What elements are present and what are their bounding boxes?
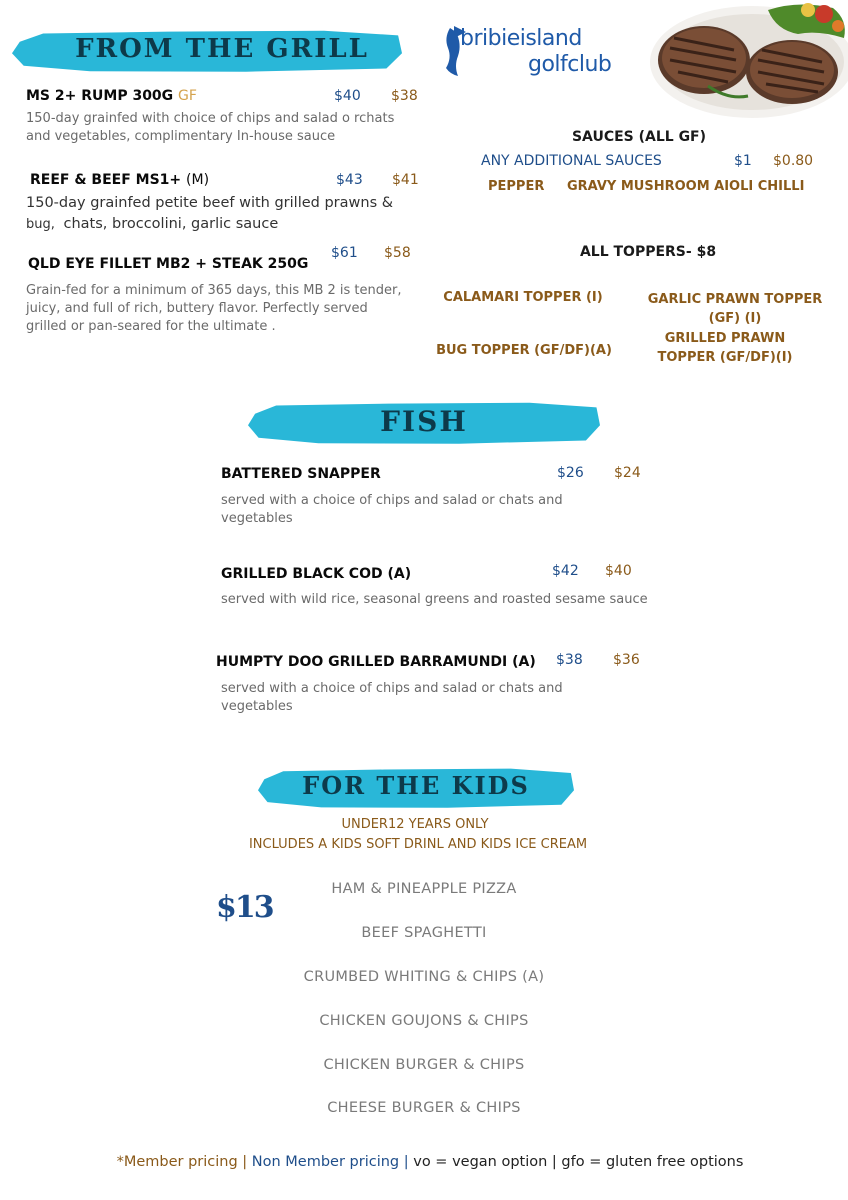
pricing-legend — [0, 1154, 848, 1170]
additional-sauces-label: ANY ADDITIONAL SAUCES — [481, 153, 662, 169]
golf-club-logo — [440, 24, 630, 84]
price-member: $38 — [556, 652, 583, 668]
price-non-member: $41 — [392, 172, 419, 188]
topper-calamari: CALAMARI TOPPER (I) — [443, 290, 603, 305]
legend-options: vo = vegan option | gfo = gluten free options — [413, 1154, 744, 1170]
legend-non-member: Non Member pricing — [251, 1154, 400, 1170]
menu-item-snapper: BATTERED SNAPPER — [221, 466, 381, 482]
menu-item-reef-beef — [30, 172, 209, 188]
menu-item-black-cod: GRILLED BLACK COD (A) — [221, 566, 412, 582]
sauce-price-member: $1 — [734, 153, 752, 169]
item-description: Grain-fed for a minimum of 365 days, this MB 2 is tender, juicy, and full of rich, buttery flavor. Perfectly served grilled or pan-seared for the ultimate . — [26, 283, 402, 334]
price-member: $26 — [557, 465, 584, 481]
menu-item-barramundi: HUMPTY DOO GRILLED BARRAMUNDI (A) — [216, 654, 536, 670]
kids-subtitle-includes: INCLUDES A KIDS SOFT DRINL AND KIDS ICE CREAM — [248, 837, 588, 852]
menu-item-eye-fillet: QLD EYE FILLET MB2 + STEAK 250G — [28, 256, 309, 272]
price-non-member: $36 — [613, 652, 640, 668]
logo-line2: golfclub — [528, 52, 612, 77]
topper-grilled-prawn: GRILLED PRAWN TOPPER (GF/DF)(I) — [657, 331, 793, 365]
item-description-line1: 150-day grainfed petite beef with grilled prawns & — [26, 195, 394, 211]
item-tag: (M) — [186, 172, 210, 188]
item-name: MS 2+ RUMP 300G — [26, 88, 174, 104]
kids-item: CHICKEN GOUJONS & CHIPS — [319, 1013, 529, 1029]
legend-separator: | — [237, 1154, 252, 1170]
price-member: $40 — [334, 88, 361, 104]
topper-bug: BUG TOPPER (GF/DF)(A) — [436, 343, 612, 358]
price-non-member: $40 — [605, 563, 632, 579]
price-member: $42 — [552, 563, 579, 579]
item-description: served with wild rice, seasonal greens and roasted sesame sauce — [221, 592, 648, 607]
desc-rest: chats, broccolini, garlic sauce — [63, 216, 279, 232]
fish-heading: FISH — [380, 405, 468, 438]
kids-item: HAM & PINEAPPLE PIZZA — [331, 881, 517, 897]
kids-item: BEEF SPAGHETTI — [361, 925, 487, 941]
sauce-price-non-member: $0.80 — [773, 153, 814, 169]
item-tag-gf: GF — [178, 88, 197, 104]
item-description: 150-day grainfed with choice of chips and salad o rchats and vegetables, complimentary In-house sauce — [26, 111, 395, 144]
kids-item: CHEESE BURGER & CHIPS — [327, 1100, 521, 1116]
topper-garlic-prawn: GARLIC PRAWN TOPPER (GF) (I) — [647, 292, 823, 326]
legend-member: *Member pricing — [116, 1154, 238, 1170]
sauces-list: PEPPER GRAVY MUSHROOM AIOLI CHILLI — [488, 179, 805, 194]
legend-separator: | — [399, 1154, 414, 1170]
menu-item-rump — [26, 88, 197, 104]
price-non-member: $58 — [384, 245, 411, 261]
toppers-title: ALL TOPPERS- $8 — [579, 244, 717, 260]
item-description-line2 — [26, 213, 278, 236]
price-member: $61 — [331, 245, 358, 261]
price-member: $43 — [336, 172, 363, 188]
grill-heading: FROM THE GRILL — [75, 34, 369, 64]
kids-heading: FOR THE KIDS — [302, 771, 530, 800]
kids-subtitle-age: UNDER12 YEARS ONLY — [341, 817, 489, 832]
logo-line1: bribieisland — [460, 26, 582, 51]
item-description: served with a choice of chips and salad or chats and vegetables — [221, 681, 563, 714]
sauces-title: SAUCES (ALL GF) — [571, 129, 707, 145]
kids-item: CHICKEN BURGER & CHIPS — [323, 1057, 525, 1073]
desc-bug: bug, — [26, 217, 55, 232]
price-non-member: $24 — [614, 465, 641, 481]
kids-item: CRUMBED WHITING & CHIPS (A) — [303, 969, 545, 985]
price-non-member: $38 — [391, 88, 418, 104]
item-description: served with a choice of chips and salad or chats and vegetables — [221, 493, 563, 526]
kids-price: $13 — [216, 890, 273, 925]
item-name: REEF & BEEF MS1+ — [30, 172, 182, 188]
steak-plate-image — [648, 0, 848, 118]
